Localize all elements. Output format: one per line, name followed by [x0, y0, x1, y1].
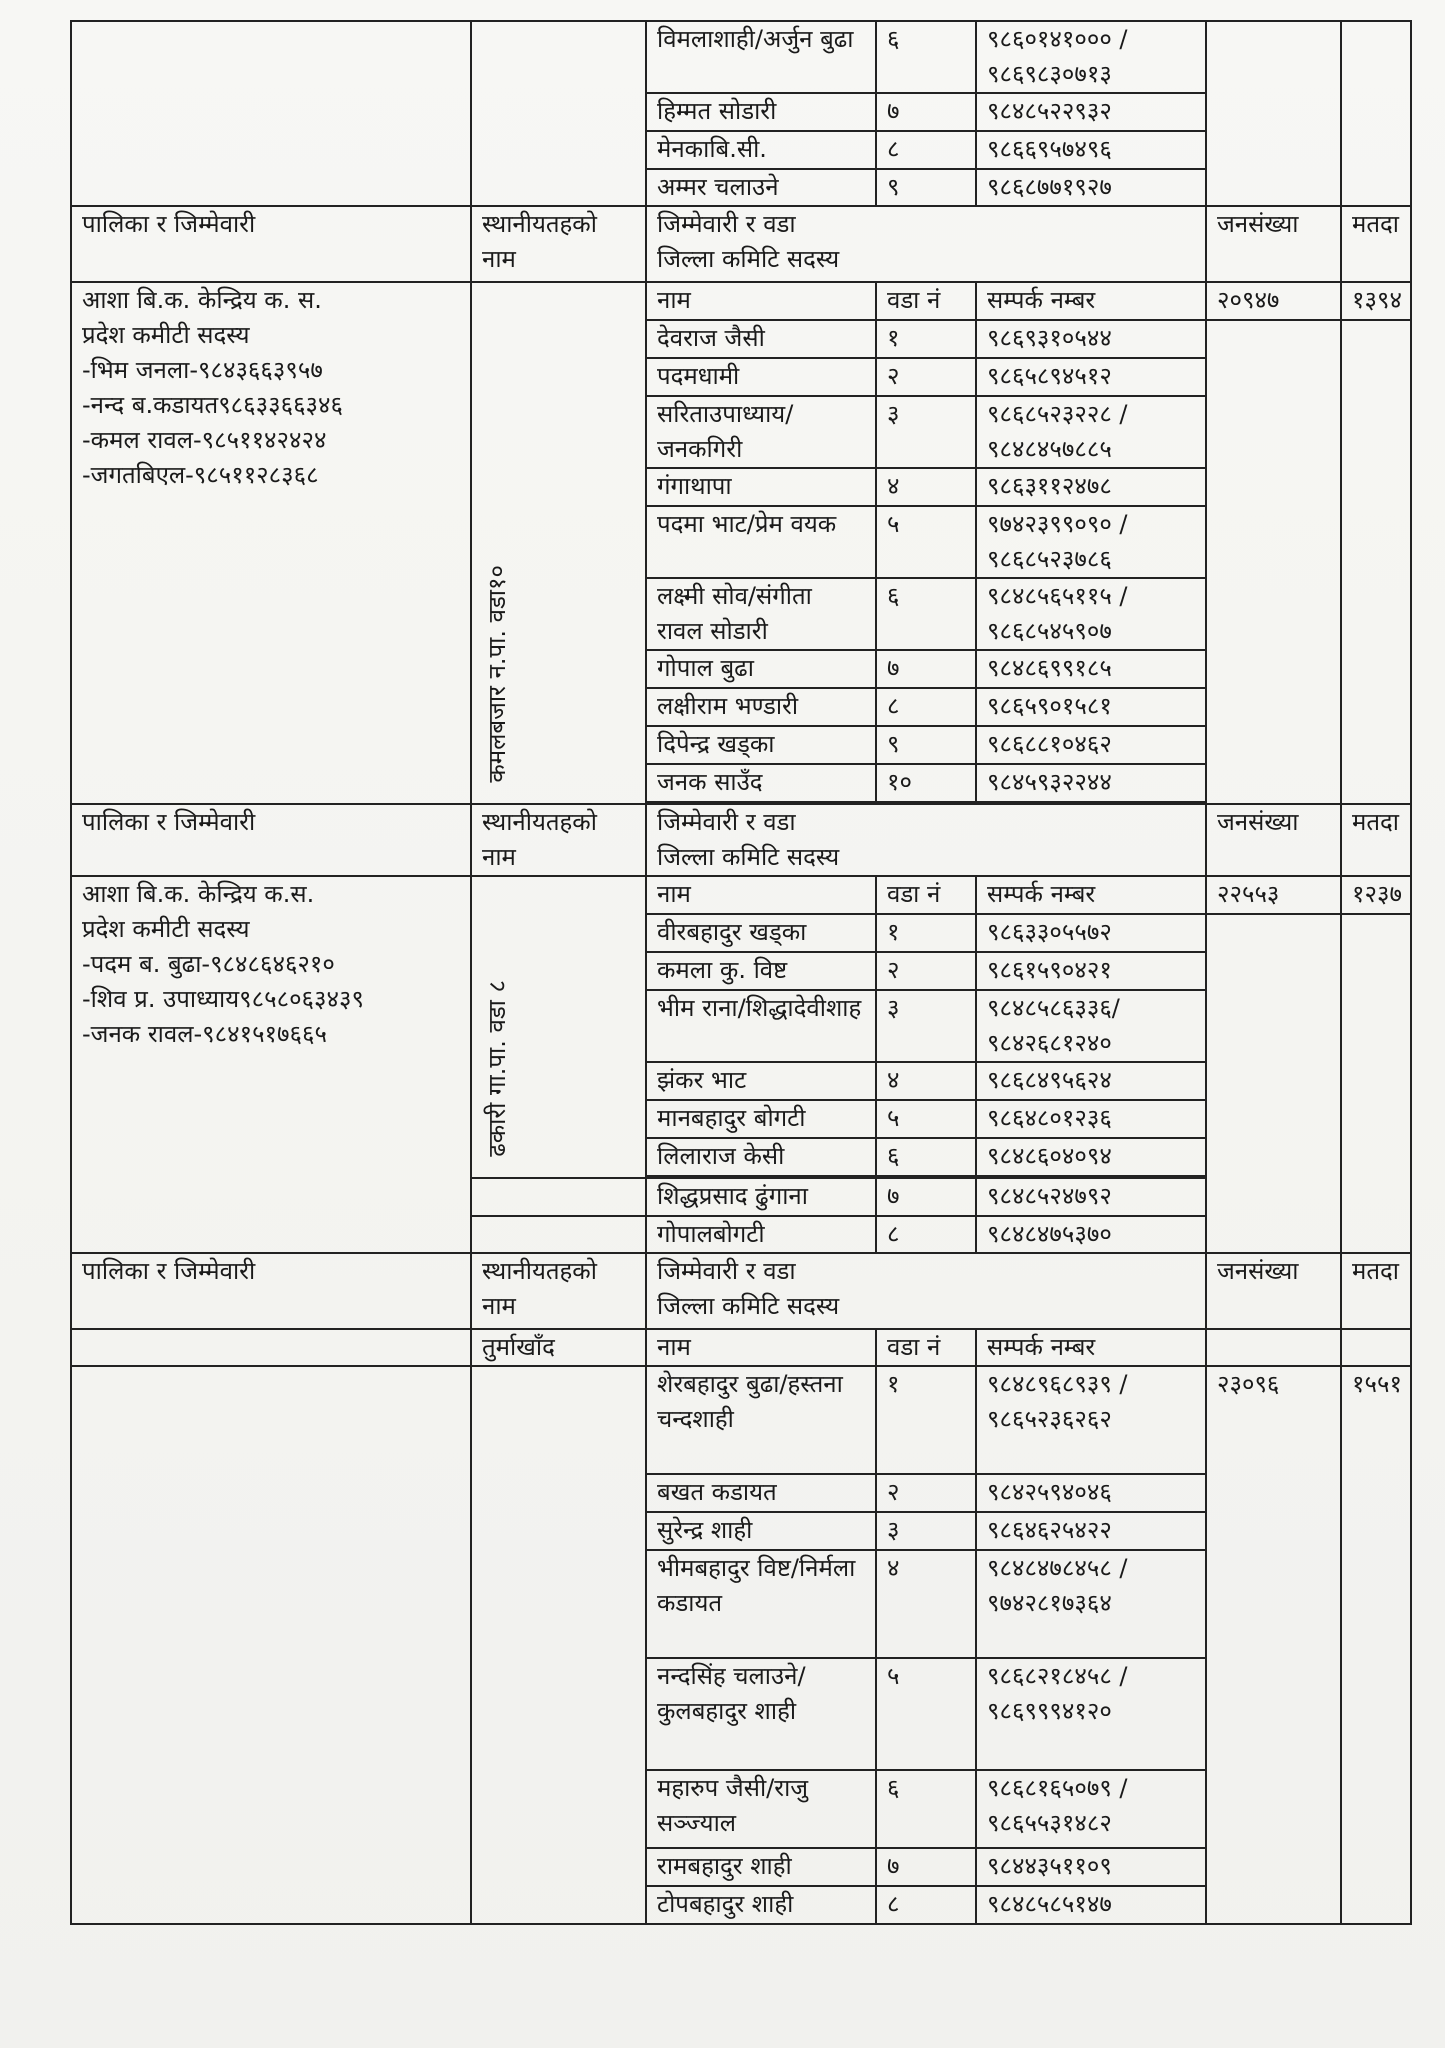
member-name: बखत कडायत — [646, 1474, 876, 1512]
population-cell — [1206, 914, 1341, 1253]
local-level-name: तुर्माखाँद — [471, 1329, 646, 1366]
central-member-line: आशा बि.क. केन्द्रिय क. स. — [82, 286, 322, 314]
member-name: देवराज जैसी — [646, 320, 876, 358]
ward-number: ७ — [876, 93, 976, 131]
responsibility-title: जिम्मेवारी र वडा — [657, 1257, 796, 1285]
contact-column-header: सम्पर्क नम्बर — [976, 282, 1206, 320]
ward-number: ३ — [876, 990, 976, 1062]
contact-number: ९८४८५२२९३२ — [976, 93, 1206, 131]
ward-number: २ — [876, 1474, 976, 1512]
member-line: -नन्द ब.कडायत९८६३३६६३४६ — [82, 391, 343, 419]
section-header-row — [71, 804, 1411, 876]
palika-header: पालिका र जिम्मेवारी — [71, 206, 471, 282]
ward-number: १० — [876, 764, 976, 802]
member-name: टोपबहादुर शाही — [646, 1886, 876, 1924]
member-name: भीम राना/शिद्धादेवीशाह — [646, 990, 876, 1062]
member-name: मेनकाबि.सी. — [646, 131, 876, 169]
member-name: गंगाथापा — [646, 468, 876, 506]
ward-number: ४ — [876, 1550, 976, 1658]
empty-palika-cell — [71, 21, 471, 206]
column-header-row — [71, 1329, 1411, 1366]
ward-number: ८ — [876, 1886, 976, 1924]
ward-number: ८ — [876, 131, 976, 169]
local-level-header: स्थानीयतहको नाम — [471, 1253, 646, 1329]
member-name: सरिताउपाध्याय/जनकगिरी — [646, 396, 876, 468]
contact-number: ९८६३३०५५७२ — [976, 914, 1206, 952]
contact-number: ९८६०१४१००० /९८६९८३०७१३ — [976, 21, 1206, 93]
member-name: रामबहादुर शाही — [646, 1848, 876, 1886]
member-name: विमलाशाही/अर्जुन बुढा — [646, 21, 876, 93]
ward-number: ८ — [876, 688, 976, 726]
member-line: -शिव प्र. उपाध्याय९८५८०६३४३९ — [82, 985, 364, 1013]
central-member-line: आशा बि.क. केन्द्रिय क.स. — [82, 880, 315, 908]
member-name: गोपालबोगटी — [646, 1216, 876, 1253]
population-header: जनसंख्या — [1206, 206, 1341, 282]
member-name: महारुप जैसी/राजु सञ्ज्याल — [646, 1770, 876, 1848]
ward-number: ६ — [876, 578, 976, 650]
member-name: पदमा भाट/प्रेम वयक — [646, 506, 876, 578]
contact-number: ९७४२३९९०९० /९८६८५२३७८६ — [976, 506, 1206, 578]
member-name: दिपेन्द्र खड्का — [646, 726, 876, 764]
ward-number: ७ — [876, 1178, 976, 1216]
ward-number: २ — [876, 358, 976, 396]
ward-number: ८ — [876, 1216, 976, 1253]
population-header: जनसंख्या — [1206, 804, 1341, 876]
contact-number: ९८६८२१८४५८ /९८६९९९४१२० — [976, 1658, 1206, 1770]
voters-cell — [1341, 21, 1411, 206]
palika-header: पालिका र जिम्मेवारी — [71, 1253, 471, 1329]
voters-cell — [1341, 914, 1411, 1253]
ward-number: ९ — [876, 169, 976, 206]
empty-local-cell — [471, 21, 646, 206]
provincial-label: प्रदेश कमीटी सदस्य — [82, 915, 250, 943]
member-name: नन्दसिंह चलाउने/कुलबहादुर शाही — [646, 1658, 876, 1770]
contact-number: ९८४८९६८९३९ / ९८६५२३६२६२ — [976, 1366, 1206, 1474]
column-header-row — [71, 876, 1411, 914]
provincial-committee-cell — [71, 282, 471, 804]
local-level-header: स्थानीयतहको नाम — [471, 206, 646, 282]
member-name: लिलाराज केसी — [646, 1138, 876, 1176]
responsibility-header — [646, 1253, 1206, 1329]
district-committee-label: जिल्ला कमिटि सदस्य — [657, 245, 840, 273]
ward-column-header: वडा नं — [876, 876, 976, 914]
member-name: झंकर भाट — [646, 1062, 876, 1100]
member-name: गोपाल बुढा — [646, 650, 876, 688]
member-name: शेरबहादुर बुढा/हस्तना चन्दशाही — [646, 1366, 876, 1474]
local-level-name: कमलबजार न.पा. वडा१० — [483, 565, 511, 783]
population-value: २३०९६ — [1206, 1366, 1341, 1924]
ward-number: ३ — [876, 396, 976, 468]
member-name: सुरेन्द्र शाही — [646, 1512, 876, 1550]
contact-number: ९८४४३५११०९ — [976, 1848, 1206, 1886]
contact-number: ९८४८४७५३७० — [976, 1216, 1206, 1253]
ward-number: ४ — [876, 1062, 976, 1100]
contact-number: ९८६८८१०४६२ — [976, 726, 1206, 764]
voters-cell — [1341, 320, 1411, 804]
provincial-committee-cell — [71, 876, 471, 1253]
member-line: -जनक रावल-९८४१५१७६६५ — [82, 1020, 327, 1048]
contact-number: ९८६८५२३२२८ / ९८४८४५७८८५ — [976, 396, 1206, 468]
member-name: भीमबहादुर विष्ट/निर्मला कडायत — [646, 1550, 876, 1658]
empty-local-cell — [471, 1366, 646, 1924]
contact-number: ९८४८४७८४५८ /९७४२८१७३६४ — [976, 1550, 1206, 1658]
contact-number: ९८४५९३२२४४ — [976, 764, 1206, 802]
ward-number: १ — [876, 1366, 976, 1474]
contact-number: ९८६५८९४५१२ — [976, 358, 1206, 396]
ward-column-header: वडा नं — [876, 282, 976, 320]
population-cell — [1206, 320, 1341, 804]
voters-header: मतदा — [1341, 804, 1411, 876]
ward-number: ५ — [876, 506, 976, 578]
contact-number: ९८४८५८६३३६/ ९८४२६८१२४० — [976, 990, 1206, 1062]
population-header: जनसंख्या — [1206, 1253, 1341, 1329]
empty-population-head — [1206, 1329, 1341, 1366]
contact-number: ९८६९३१०५४४ — [976, 320, 1206, 358]
responsibility-header — [646, 206, 1206, 282]
ward-number: ७ — [876, 1848, 976, 1886]
provincial-label: प्रदेश कमीटी सदस्य — [82, 321, 250, 349]
contact-number: ९८४८६९९१८५ — [976, 650, 1206, 688]
ward-number: १ — [876, 914, 976, 952]
contact-number: ९८४२५९४०४६ — [976, 1474, 1206, 1512]
ward-number: १ — [876, 320, 976, 358]
section-header-row — [71, 206, 1411, 282]
table-row — [71, 21, 1411, 93]
ward-number: ५ — [876, 1658, 976, 1770]
voters-header: मतदा — [1341, 1253, 1411, 1329]
palika-header: पालिका र जिम्मेवारी — [71, 804, 471, 876]
contact-number: ९८६४६२५४२२ — [976, 1512, 1206, 1550]
name-column-header: नाम — [646, 1329, 876, 1366]
ward-number: ९ — [876, 726, 976, 764]
ward-number: ६ — [876, 21, 976, 93]
contact-column-header: सम्पर्क नम्बर — [976, 876, 1206, 914]
member-name: वीरबहादुर खड्का — [646, 914, 876, 952]
contact-number: ९८६१५९०४२१ — [976, 952, 1206, 990]
name-column-header: नाम — [646, 282, 876, 320]
district-committee-label: जिल्ला कमिटि सदस्य — [657, 843, 840, 871]
member-line: -भिम जनला-९८४३६६३९५७ — [82, 356, 323, 384]
member-line: -कमल रावल-९८५११४२४२४ — [82, 426, 327, 454]
member-name: लक्षीराम भण्डारी — [646, 688, 876, 726]
contact-column-header: सम्पर्क नम्बर — [976, 1329, 1206, 1366]
contact-number: ९८४८५६५११५ /९८६८५४५९०७ — [976, 578, 1206, 650]
voters-value: १५५१ — [1341, 1366, 1411, 1924]
contact-number: ९८६३११२४७८ — [976, 468, 1206, 506]
empty-palika-cell — [71, 1329, 471, 1366]
table-row — [71, 1366, 1411, 1474]
contact-number: ९८६४८०१२३६ — [976, 1100, 1206, 1138]
voters-value: १३९४ — [1341, 282, 1411, 320]
name-column-header: नाम — [646, 876, 876, 914]
ward-number: ४ — [876, 468, 976, 506]
section-header-row — [71, 1253, 1411, 1329]
member-name: कमला कु. विष्ट — [646, 952, 876, 990]
member-name: अम्मर चलाउने — [646, 169, 876, 206]
member-name: जनक साउँद — [646, 764, 876, 802]
contact-number: ९८६५९०१५८१ — [976, 688, 1206, 726]
member-name: लक्ष्मी सोव/संगीता रावल सोडारी — [646, 578, 876, 650]
empty-local-cell — [471, 1178, 646, 1216]
ward-number: ६ — [876, 1770, 976, 1848]
ward-number: ३ — [876, 1512, 976, 1550]
voters-header: मतदा — [1341, 206, 1411, 282]
voters-value: १२३७ — [1341, 876, 1411, 914]
committee-table — [70, 20, 1412, 1925]
contact-number: ९८४८५२४७९२ — [976, 1178, 1206, 1216]
ward-number: ५ — [876, 1100, 976, 1138]
ward-number: ७ — [876, 650, 976, 688]
contact-number: ९८६६९५७४९६ — [976, 131, 1206, 169]
contact-number: ९८६८७७१९२७ — [976, 169, 1206, 206]
contact-number: ९८४८५८५१४७ — [976, 1886, 1206, 1924]
contact-number: ९८६८४९५६२४ — [976, 1062, 1206, 1100]
district-committee-label: जिल्ला कमिटि सदस्य — [657, 1292, 840, 1320]
column-header-row — [71, 282, 1411, 320]
member-name: पदमधामी — [646, 358, 876, 396]
contact-number: ९८६८१६५०७९ /९८६५५३१४८२ — [976, 1770, 1206, 1848]
responsibility-header — [646, 804, 1206, 876]
ward-column-header: वडा नं — [876, 1329, 976, 1366]
local-level-name-cell — [471, 876, 646, 1178]
responsibility-title: जिम्मेवारी र वडा — [657, 808, 796, 836]
empty-local-cell — [471, 1216, 646, 1253]
member-name: शिद्धप्रसाद ढुंगाना — [646, 1178, 876, 1216]
empty-palika-cell — [71, 1366, 471, 1924]
local-level-name-cell — [471, 282, 646, 804]
local-level-name: ढकारी गा.पा. वडा ८ — [483, 980, 511, 1157]
population-value: २०९४७ — [1206, 282, 1341, 320]
empty-voters-head — [1341, 1329, 1411, 1366]
responsibility-title: जिम्मेवारी र वडा — [657, 210, 796, 238]
ward-number: २ — [876, 952, 976, 990]
ward-number: ६ — [876, 1138, 976, 1176]
population-value: २२५५३ — [1206, 876, 1341, 914]
local-level-header: स्थानीयतहको नाम — [471, 804, 646, 876]
member-line: -जगतबिएल-९८५११२८३६८ — [82, 461, 319, 489]
population-cell — [1206, 21, 1341, 206]
member-name: हिम्मत सोडारी — [646, 93, 876, 131]
member-line: -पदम ब. बुढा-९८४८६४६२१० — [82, 950, 335, 978]
contact-number: ९८४८६०४०९४ — [976, 1138, 1206, 1176]
member-name: मानबहादुर बोगटी — [646, 1100, 876, 1138]
